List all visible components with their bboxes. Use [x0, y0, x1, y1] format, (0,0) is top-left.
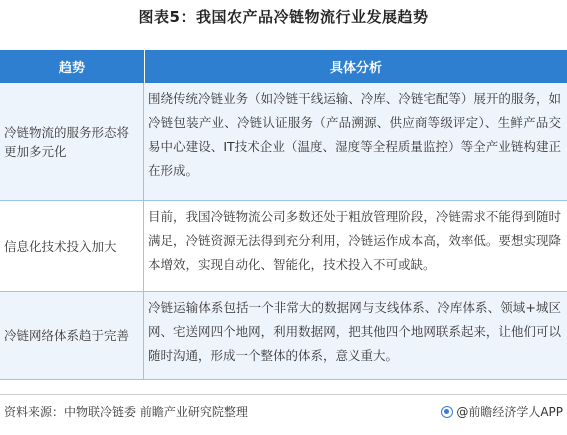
analysis-cell: 目前，我国冷链物流公司多数还处于粗放管理阶段，冷链需求不能得到随时满足，冷链资源无法得到充分利用，冷链运作成本高，效率低。要想实现降本增效，实现自动化、智能化，技术投入不可或缺。	[148, 209, 561, 272]
analysis-cell: 冷链运输体系包括一个非常大的数据网与支线体系、冷库体系、领域+城区网、宅送网四个地网，利用数据网，把其他四个地网联系起来，让他们可以随时沟通，形成一个整体的体系，意义重大。	[148, 300, 561, 363]
column-header-trend: 趋势	[0, 50, 145, 83]
trend-cell: 冷链网络体系趋于完善	[0, 292, 144, 379]
brand-label: @前瞻经济学人APP	[456, 405, 563, 419]
table-header-row	[0, 50, 567, 83]
table-row	[0, 292, 567, 380]
page-title: 图表5：我国农产品冷链物流行业发展趋势	[138, 8, 429, 26]
column-header-analysis: 具体分析	[329, 61, 382, 76]
table-row	[0, 83, 567, 201]
brand-credit	[441, 403, 563, 420]
trend-table	[0, 50, 567, 380]
footer-divider	[0, 394, 567, 395]
brand-logo-icon	[441, 406, 453, 418]
source-note: 资料来源：中物联冷链委 前瞻产业研究院整理	[4, 405, 248, 419]
trend-cell: 冷链物流的服务形态将更加多元化	[0, 83, 144, 200]
analysis-cell: 围绕传统冷链业务（如冷链干线运输、冷库、冷链宅配等）展开的服务，如冷链包装产业、冷链认证服务（产品溯源、供应商等级评定）、生鲜产品交易中心建设、IT技术企业（温度、湿度等全程质量监控）等全产业链构建正在形成。	[148, 91, 561, 178]
table-row	[0, 201, 567, 292]
trend-cell: 信息化技术投入加大	[0, 201, 144, 291]
